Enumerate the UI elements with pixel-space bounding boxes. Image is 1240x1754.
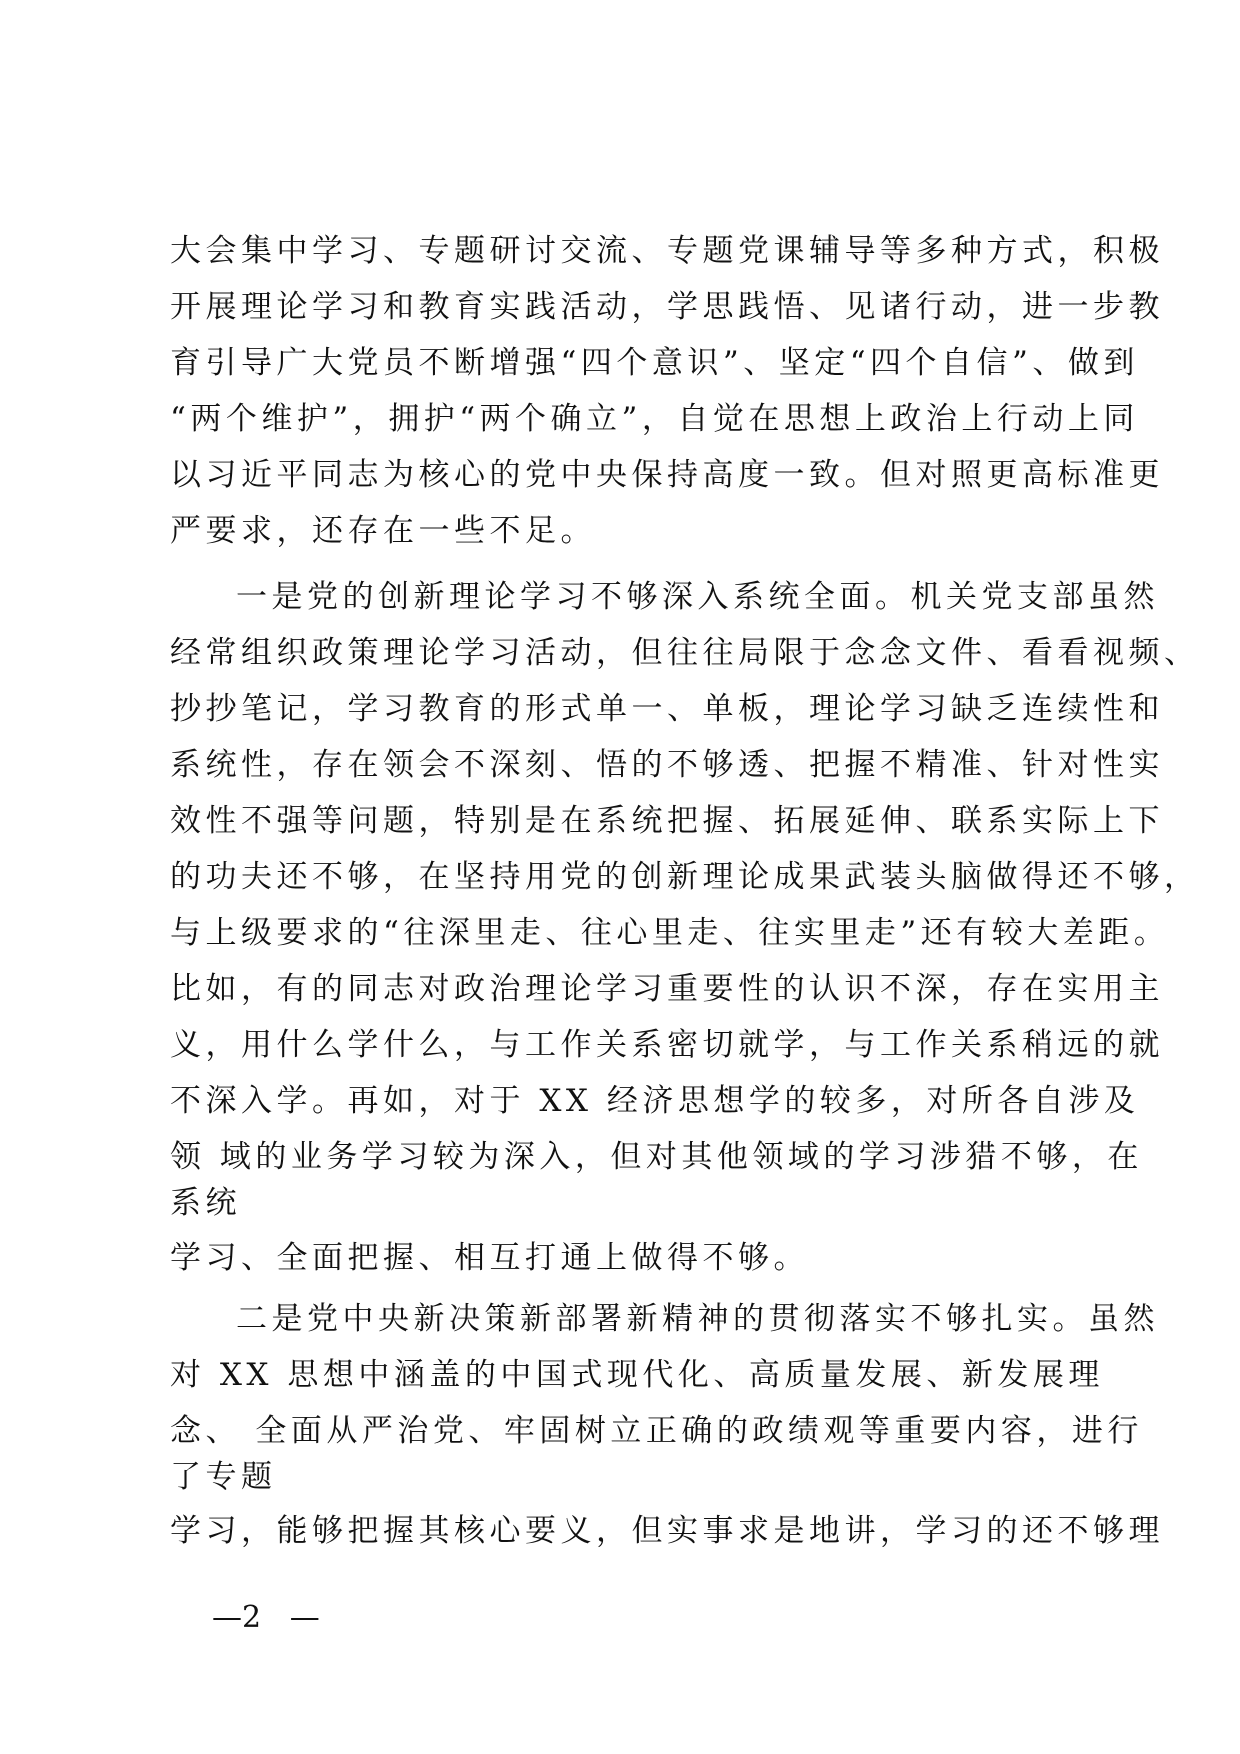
text-line: 学习、全面把握、相互打通上做得不够。	[170, 1240, 809, 1276]
text-line: 抄抄笔记，学习教育的形式单一、单板，理论学习缺乏连续性和	[170, 691, 1164, 727]
text-line: 念、 全面从严治党、牢固树立正确的政绩观等重要内容，进行	[170, 1413, 1143, 1449]
text-line: 比如，有的同志对政治理论学习重要性的认识不深，存在实用主	[170, 971, 1164, 1007]
paragraph-heading-two: 二是党中央新决策新部署新精神的贯彻落实不够扎实。虽然	[236, 1301, 1159, 1337]
text-line: 经常组织政策理论学习活动，但往往局限于念念文件、看看视频、	[170, 635, 1200, 671]
text-line: 系统	[170, 1185, 241, 1221]
text-line: 不深入学。再如，对于 XX 经济思想学的较多，对所各自涉及	[170, 1083, 1140, 1119]
text-line: 以习近平同志为核心的党中央保持高度一致。但对照更高标准更	[170, 457, 1164, 493]
text-line: 效性不强等问题，特别是在系统把握、拓展延伸、联系实际上下	[170, 803, 1164, 839]
text-line: 系统性，存在领会不深刻、悟的不够透、把握不精准、针对性实	[170, 747, 1164, 783]
text-line: 对 XX 思想中涵盖的中国式现代化、高质量发展、新发展理	[170, 1357, 1104, 1393]
text-line: 与上级要求的“往深里走、往心里走、往实里走”还有较大差距。	[170, 915, 1170, 951]
text-line: 大会集中学习、专题研讨交流、专题党课辅导等多种方式，积极	[170, 233, 1164, 269]
text-line: 学习，能够把握其核心要义，但实事求是地讲，学习的还不够理	[170, 1513, 1164, 1549]
text-line: 领 域的业务学习较为深入，但对其他领域的学习涉猎不够，在	[170, 1139, 1143, 1175]
text-line: 育引导广大党员不断增强“四个意识”、坚定“四个自信”、做到	[170, 345, 1139, 381]
text-line: 的功夫还不够，在坚持用党的创新理论成果武装头脑做得还不够，	[170, 859, 1200, 895]
text-line: “两个维护”，拥护“两个确立”，自觉在思想上政治上行动上同	[170, 401, 1139, 437]
text-line: 义，用什么学什么，与工作关系密切就学，与工作关系稍远的就	[170, 1027, 1164, 1063]
text-line: 严要求，还存在一些不足。	[170, 513, 596, 549]
paragraph-heading-one: 一是党的创新理论学习不够深入系统全面。机关党支部虽然	[236, 579, 1159, 615]
text-line: 开展理论学习和教育实践活动，学思践悟、见诸行动，进一步教	[170, 289, 1164, 325]
text-line: 了专题	[170, 1459, 277, 1495]
page-number: —2 —	[212, 1600, 320, 1635]
